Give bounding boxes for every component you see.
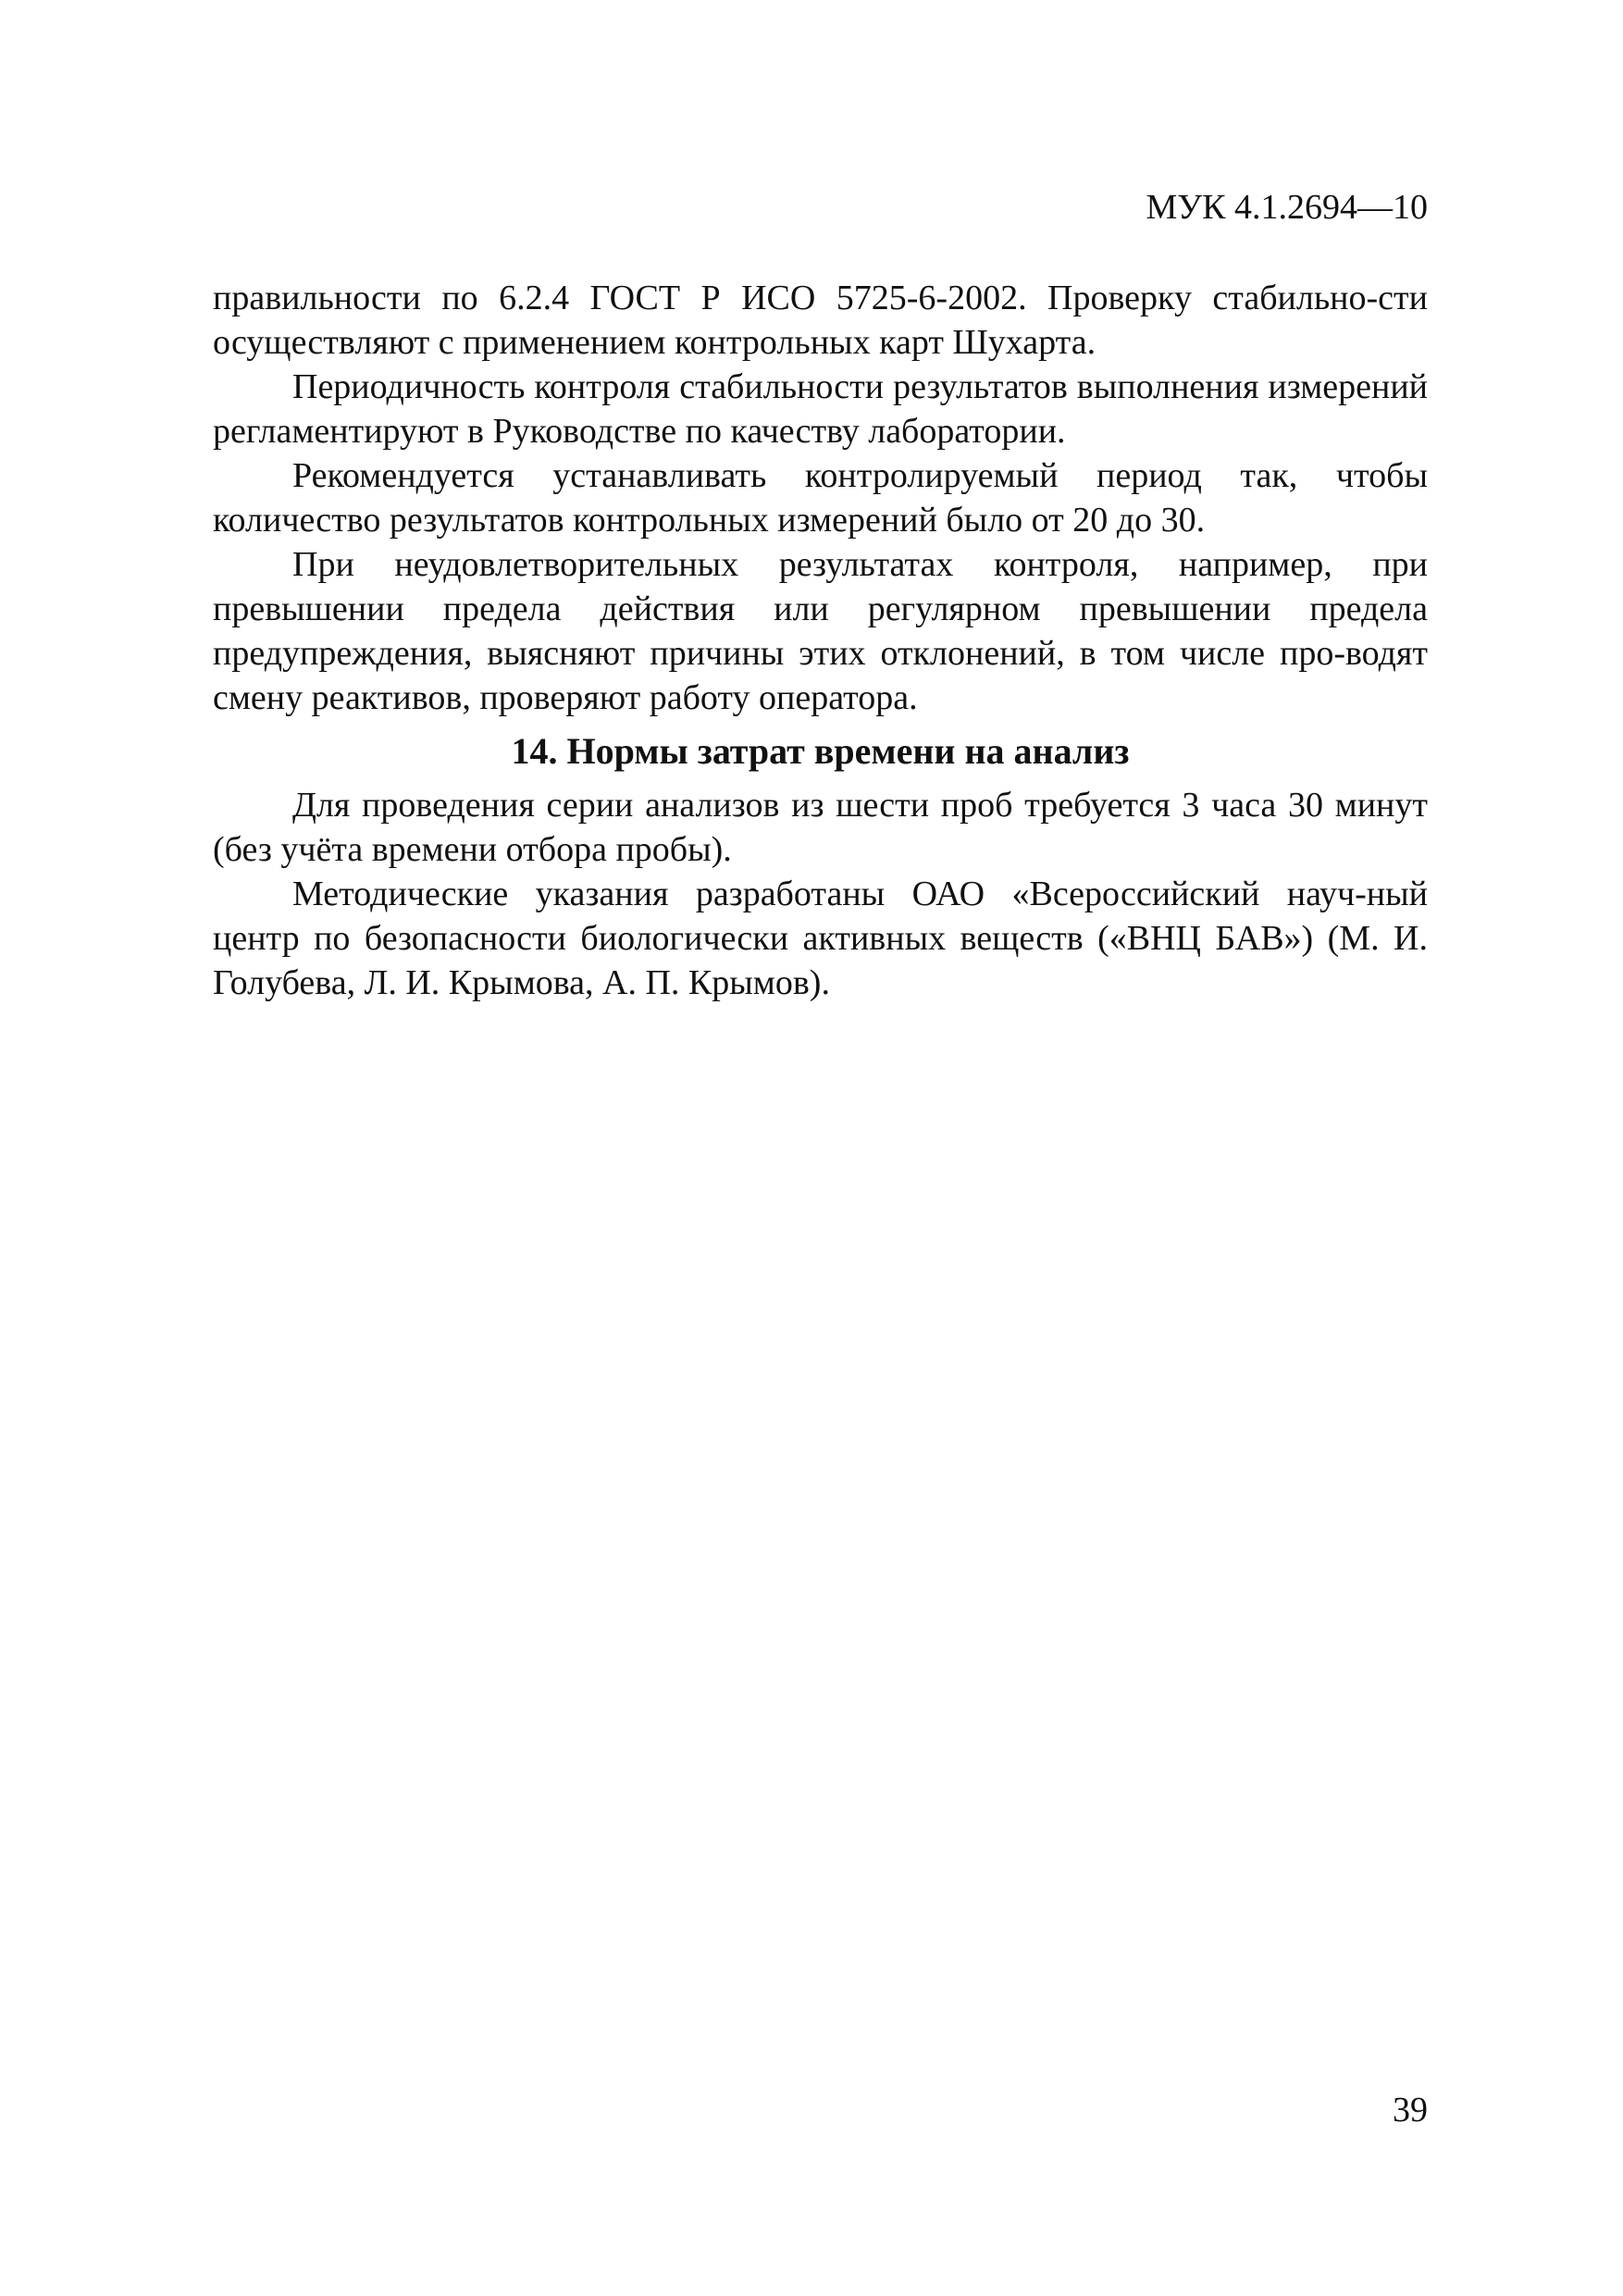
paragraph-authors: Методические указания разработаны ОАО «Всероссийский науч-ный центр по безопасности биологически активных веществ («ВНЦ БАВ») (М. И. Голубева, Л. И. Крымова, А. П. Крымов). [213, 875, 1428, 1002]
paragraph-unsatisfactory-results: При неудовлетворительных результатах контроля, например, при превышении предела действия или регулярном превышении предела предупреждения, выясняют причины этих отклонений, в том числе про-водят смену реактивов, проверяют работу оператора. [213, 545, 1428, 717]
page-number: 39 [1393, 2091, 1428, 2129]
paragraph-control-period: Рекомендуется устанавливать контролируемый период так, чтобы количество результатов контрольных измерений было от 20 до 30. [213, 456, 1428, 540]
document-code-header: МУК 4.1.2694—10 [1146, 188, 1428, 227]
paragraph-time-norms: Для проведения серии анализов из шести проб требуется 3 часа 30 минут (без учёта времени отбора пробы). [213, 786, 1428, 869]
page-body [213, 276, 1428, 1005]
paragraph-periodicity: Периодичность контроля стабильности результатов выполнения измерений регламентируют в Руководстве по качеству лаборатории. [213, 367, 1428, 451]
section-heading-14: 14. Нормы затрат времени на анализ [511, 730, 1130, 772]
paragraph-continuation: правильности по 6.2.4 ГОСТ Р ИСО 5725-6-2002. Проверку стабильно-сти осуществляют с применением контрольных карт Шухарта. [213, 279, 1428, 362]
